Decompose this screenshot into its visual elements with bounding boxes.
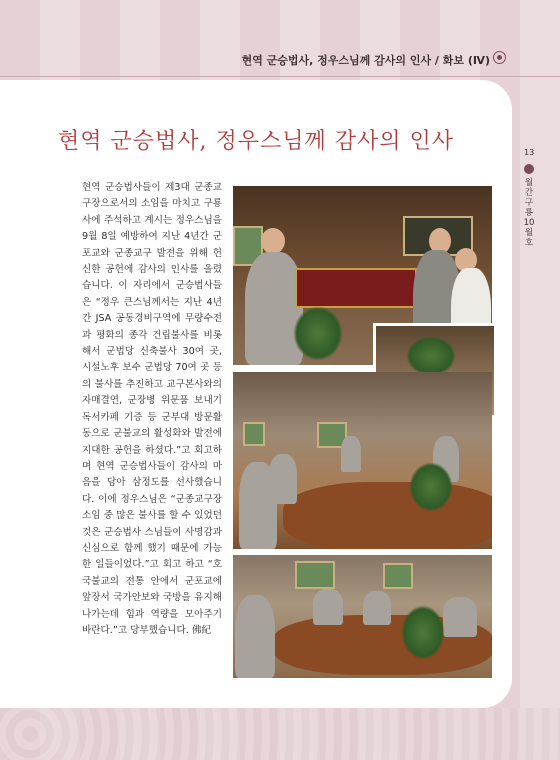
monk-figure [341, 436, 361, 472]
plant [293, 306, 343, 361]
article-title: 현역 군승법사, 정우스님께 감사의 인사 [58, 129, 454, 154]
person-head [261, 228, 285, 254]
monk-figure [269, 454, 297, 504]
sword-display-case [295, 268, 417, 308]
plant [406, 336, 456, 376]
decorative-pattern [0, 708, 560, 760]
wall-painting [295, 561, 335, 589]
emblem-icon [493, 51, 506, 64]
monk-figure [443, 597, 477, 637]
running-header: 현역 군승법사, 정우스님께 감사의 인사 / 화보 (Ⅳ) [241, 54, 490, 67]
wall-painting [243, 422, 265, 446]
conference-table [283, 482, 492, 549]
emblem-icon [524, 164, 534, 174]
monk-figure [313, 589, 343, 625]
article-body: 현역 군승법사들이 제3대 군종교구장으로서의 소임을 마치고 구룡사에 주석하고 계시는 정우스님을 9월 8일 예방하여 지난 4년간 군포교와 군종교구 발전을 위해 헌신한 공헌에 감사의 인사를 올렸습니다. 이 자리에서 군승법사들은 “정우 큰스님께서는 지난 4년간 JSA 공동경비구역에 무량수전과 평화의 종각 건립불사를 비롯해서 군법당 신축불사 30여 곳, 시설노후 보수 군법당 70여 곳 등의 불사를 추진하고 교구본사와의 자매결연, 군장병 위문품 보내기 독서카페 기증 등 군부대 방문활동으로 군불교의 활성화와 발전에 지대한 공헌을 하셨다.”고 회고하며 현역 군승법사들이 감사의 마음을 담아 삼정도를 선사했습니다. 이에 정우스님은 “군종교구장 소임 중 많은 불사를 할 수 있었던 것은 군승법사 스님들이 사명감과 신심으로 함께 했기 때문에 가능한 일들이었다.”고 회고 하고 “호국불교의 전통 안에서 군포교에 앞장서 국가안보와 국방을 유지해 나가는데 힘과 역량을 모아주기 바란다.”고 당부했습니다. 佛紀 [82, 182, 222, 636]
plant [409, 462, 453, 512]
photo-seated-meeting [233, 555, 492, 678]
header-divider [0, 76, 560, 77]
monk-figure [363, 591, 391, 625]
wall-painting [383, 563, 413, 589]
page-number: 13 [524, 148, 535, 157]
issue-label: 월간구룡 10월호 [523, 178, 535, 248]
photo-meeting-room [233, 372, 492, 549]
monk-figure [235, 595, 275, 678]
plant [401, 605, 445, 660]
